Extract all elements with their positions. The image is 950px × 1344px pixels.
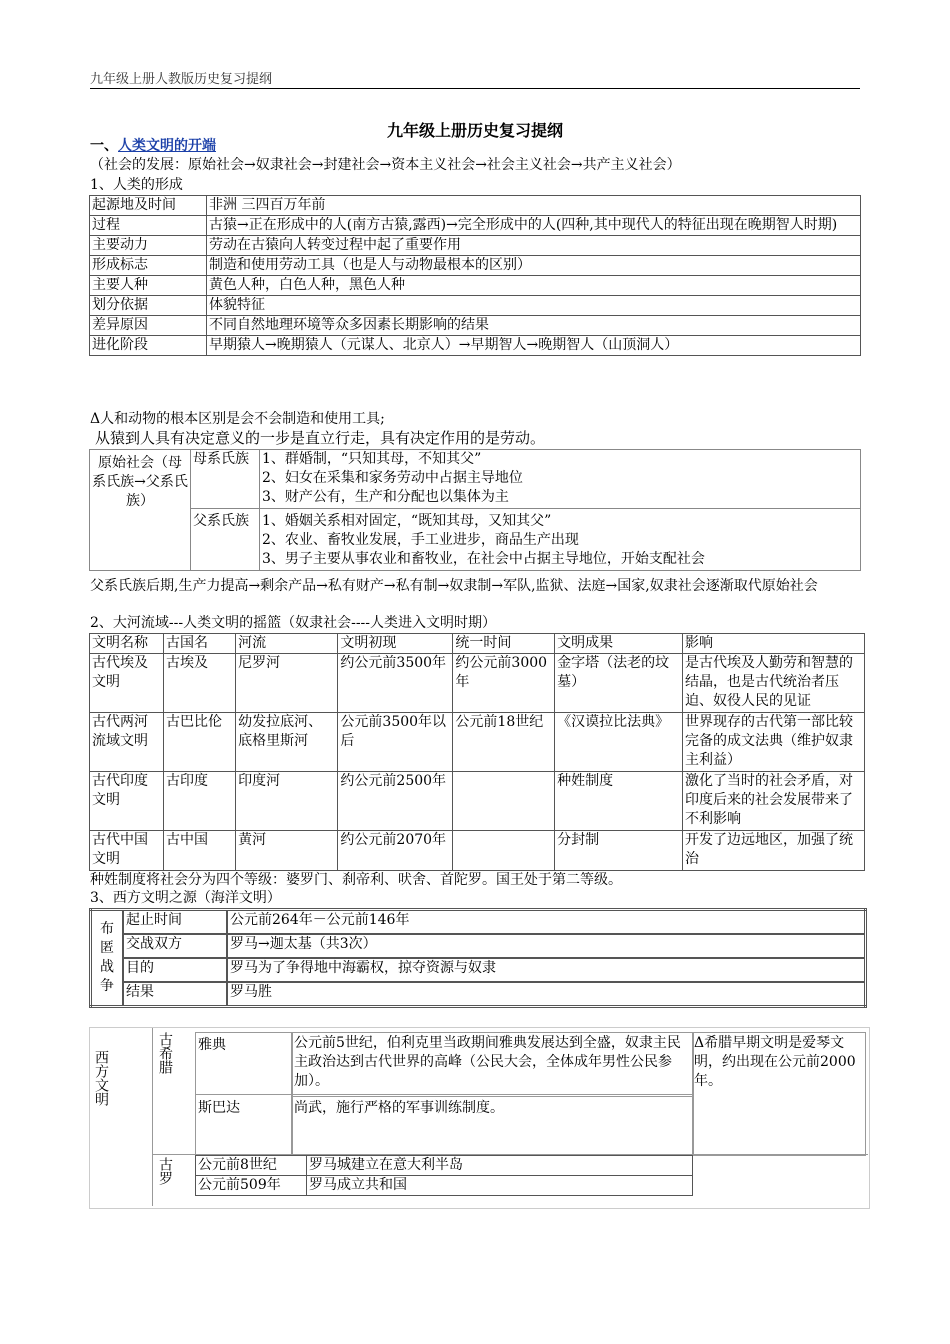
river-row	[90, 831, 865, 871]
formation-key: 差异原因	[90, 316, 207, 336]
greece-note: Δ希腊早期文明是爱琴文明，约出现在公元前2000年。	[694, 1035, 856, 1089]
river-cell: 金字塔（法老的坟墓）	[555, 654, 683, 713]
formation-row	[90, 256, 861, 276]
river-civilizations-table	[89, 633, 865, 871]
page-title: 九年级上册历史复习提纲	[386, 121, 563, 140]
group-items	[260, 450, 861, 509]
note-1: Δ人和动物的根本区别是会不会制造和使用工具;	[90, 411, 385, 427]
formation-row	[90, 216, 861, 236]
river-cell: 古巴比伦	[164, 713, 236, 772]
formation-value: 体貌特征	[207, 296, 861, 316]
river-cell: 幼发拉底河、底格里斯河	[236, 713, 338, 772]
river-cell: 约公元前2500年	[338, 772, 453, 831]
note-2: 从猿到人具有决定意义的一步是直立行走，具有决定作用的是劳动。	[95, 429, 546, 447]
formation-value: 劳动在古猿向人转变过程中起了重要作用	[207, 236, 861, 256]
river-cell: 古埃及	[164, 654, 236, 713]
formation-value: 非洲 三四百万年前	[207, 196, 861, 216]
group-item: 1、婚姻关系相对固定，“既知其母，又知其父”	[262, 512, 552, 529]
athens-text: 公元前5世纪，伯利克里当政期间雅典发展达到全盛，奴隶主民主政治达到古代世界的高峰（公民大会，全体成年男性公民参加）。	[294, 1035, 681, 1089]
punic-key: 交战双方	[123, 934, 227, 958]
river-cell: 激化了当时的社会矛盾，对印度后来的社会发展带来了不利影响	[682, 772, 864, 831]
note-4: 种姓制度将社会分为四个等级：婆罗门、刹帝利、吠舍、首陀罗。国王处于第二等级。	[90, 872, 622, 888]
punic-key: 目的	[123, 958, 227, 982]
river-cell: 世界现存的古代第一部比较完备的成文法典（维护奴隶主利益）	[682, 713, 864, 772]
river-cell	[453, 772, 555, 831]
formation-value: 黄色人种，白色人种，黑色人种	[207, 276, 861, 296]
formation-table	[89, 195, 861, 356]
river-cell: 《汉谟拉比法典》	[555, 713, 683, 772]
rome-value: 罗马城建立在意大利半岛	[307, 1156, 693, 1176]
formation-row	[90, 236, 861, 256]
punic-key: 起止时间	[123, 910, 227, 935]
divider	[152, 1028, 153, 1206]
note-3: 父系氏族后期,生产力提高→剩余产品→私有财产→私有制→奴隶制→军队,监狱、法庭→国家,奴隶社会逐渐取代原始社会	[90, 578, 818, 594]
river-header-cell: 古国名	[164, 634, 236, 654]
group-name: 父系氏族	[191, 508, 260, 570]
sparta-text: 尚武，施行严格的军事训练制度。	[294, 1100, 504, 1116]
formation-key: 形成标志	[90, 256, 207, 276]
river-cell: 分封制	[555, 831, 683, 871]
rome-value: 罗马成立共和国	[307, 1176, 693, 1196]
formation-row	[90, 196, 861, 216]
river-cell: 古代两河流域文明	[90, 713, 164, 772]
river-cell: 公元前3500年以后	[338, 713, 453, 772]
river-cell: 古代中国文明	[90, 831, 164, 871]
formation-key: 过程	[90, 216, 207, 236]
river-cell: 古印度	[164, 772, 236, 831]
section-intro: （社会的发展：原始社会→奴隶社会→封建社会→资本主义社会→社会主义社会→共产主义社会）	[90, 157, 681, 173]
rome-key: 公元前509年	[196, 1176, 307, 1196]
formation-value: 古猿→正在形成中的人(南方古猿,露西)→完全形成中的人(四种,其中现代人的特征出现在晚期智人时期)	[207, 216, 861, 236]
page-header: 九年级上册人教版历史复习提纲	[90, 72, 273, 87]
punic-value: 罗马为了争得地中海霸权，掠夺资源与奴隶	[227, 958, 866, 982]
river-row	[90, 772, 865, 831]
formation-key: 划分依据	[90, 296, 207, 316]
formation-row	[90, 276, 861, 296]
river-cell: 约公元前3500年	[338, 654, 453, 713]
river-cell: 种姓制度	[555, 772, 683, 831]
formation-row	[90, 336, 861, 356]
river-row	[90, 713, 865, 772]
formation-value: 早期猿人→晚期猿人（元谋人、北京人）→早期智人→晚期智人（山顶洞人）	[207, 336, 861, 356]
rome-table	[195, 1155, 693, 1196]
river-cell: 是古代埃及人勤劳和智慧的结晶，也是古代统治者压迫、奴役人民的见证	[682, 654, 864, 713]
formation-row	[90, 316, 861, 336]
river-cell: 古代印度文明	[90, 772, 164, 831]
group-item: 2、农业、畜牧业发展，手工业进步，商品生产出现	[262, 531, 579, 548]
group-name: 母系氏族	[191, 450, 260, 509]
subsection-3: 3、西方文明之源（海洋文明）	[90, 890, 281, 906]
river-header-cell: 文明名称	[90, 634, 164, 654]
river-cell: 黄河	[236, 831, 338, 871]
western-label: 西方文明	[93, 1050, 109, 1106]
river-cell: 古中国	[164, 831, 236, 871]
punic-wars-table	[89, 908, 867, 1008]
divider	[196, 1094, 293, 1095]
formation-key: 起源地及时间	[90, 196, 207, 216]
group-item: 3、男子主要从事农业和畜牧业，在社会中占据主导地位，开始支配社会	[262, 550, 705, 567]
sparta-label: 斯巴达	[198, 1100, 240, 1116]
group-item: 2、妇女在采集和家务劳动中占据主导地位	[262, 470, 523, 486]
group-item: 3、财产公有，生产和分配也以集体为主	[262, 489, 509, 505]
river-cell: 开发了边远地区，加强了统治	[682, 831, 864, 871]
river-header-cell: 文明初现	[338, 634, 453, 654]
formation-row	[90, 296, 861, 316]
formation-value: 不同自然地理环境等众多因素长期影响的结果	[207, 316, 861, 336]
subsection-2: 2、大河流域---人类文明的摇篮（奴隶社会----人类进入文明时期）	[90, 615, 497, 631]
punic-label: 布匿战争	[91, 910, 124, 1007]
athens-label: 雅典	[198, 1037, 226, 1053]
section-prefix: 一、	[90, 138, 118, 154]
river-cell: 约公元前2070年	[338, 831, 453, 871]
formation-key: 主要人种	[90, 276, 207, 296]
section-1-heading	[90, 137, 216, 155]
section-link[interactable]: 人类文明的开端	[118, 138, 216, 154]
punic-value: 公元前264年－公元前146年	[227, 910, 866, 935]
river-cell: 古代埃及文明	[90, 654, 164, 713]
subsection-1: 1、人类的形成	[90, 177, 183, 193]
punic-value: 罗马→迦太基（共3次）	[227, 934, 866, 958]
river-header-cell: 影响	[682, 634, 864, 654]
primitive-label: 原始社会（母系氏族→父系氏族）	[90, 450, 191, 571]
river-cell	[453, 831, 555, 871]
header-rule	[90, 88, 860, 89]
rome-label: 古罗	[157, 1157, 173, 1185]
formation-value: 制造和使用劳动工具（也是人与动物最根本的区别）	[207, 256, 861, 276]
primitive-society-table	[89, 449, 861, 571]
group-item: 1、群婚制，“只知其母，不知其父”	[262, 451, 482, 467]
formation-key: 主要动力	[90, 236, 207, 256]
river-header-cell: 统一时间	[453, 634, 555, 654]
river-cell: 尼罗河	[236, 654, 338, 713]
rome-key: 公元前8世纪	[196, 1156, 307, 1176]
formation-key: 进化阶段	[90, 336, 207, 356]
punic-value: 罗马胜	[227, 982, 866, 1007]
river-row	[90, 654, 865, 713]
river-cell: 约公元前3000年	[453, 654, 555, 713]
river-header-cell: 文明成果	[555, 634, 683, 654]
group-items	[260, 508, 861, 570]
punic-key: 结果	[123, 982, 227, 1007]
river-cell: 印度河	[236, 772, 338, 831]
river-cell: 公元前18世纪	[453, 713, 555, 772]
greece-label: 古希腊	[157, 1032, 173, 1074]
river-header-cell: 河流	[236, 634, 338, 654]
